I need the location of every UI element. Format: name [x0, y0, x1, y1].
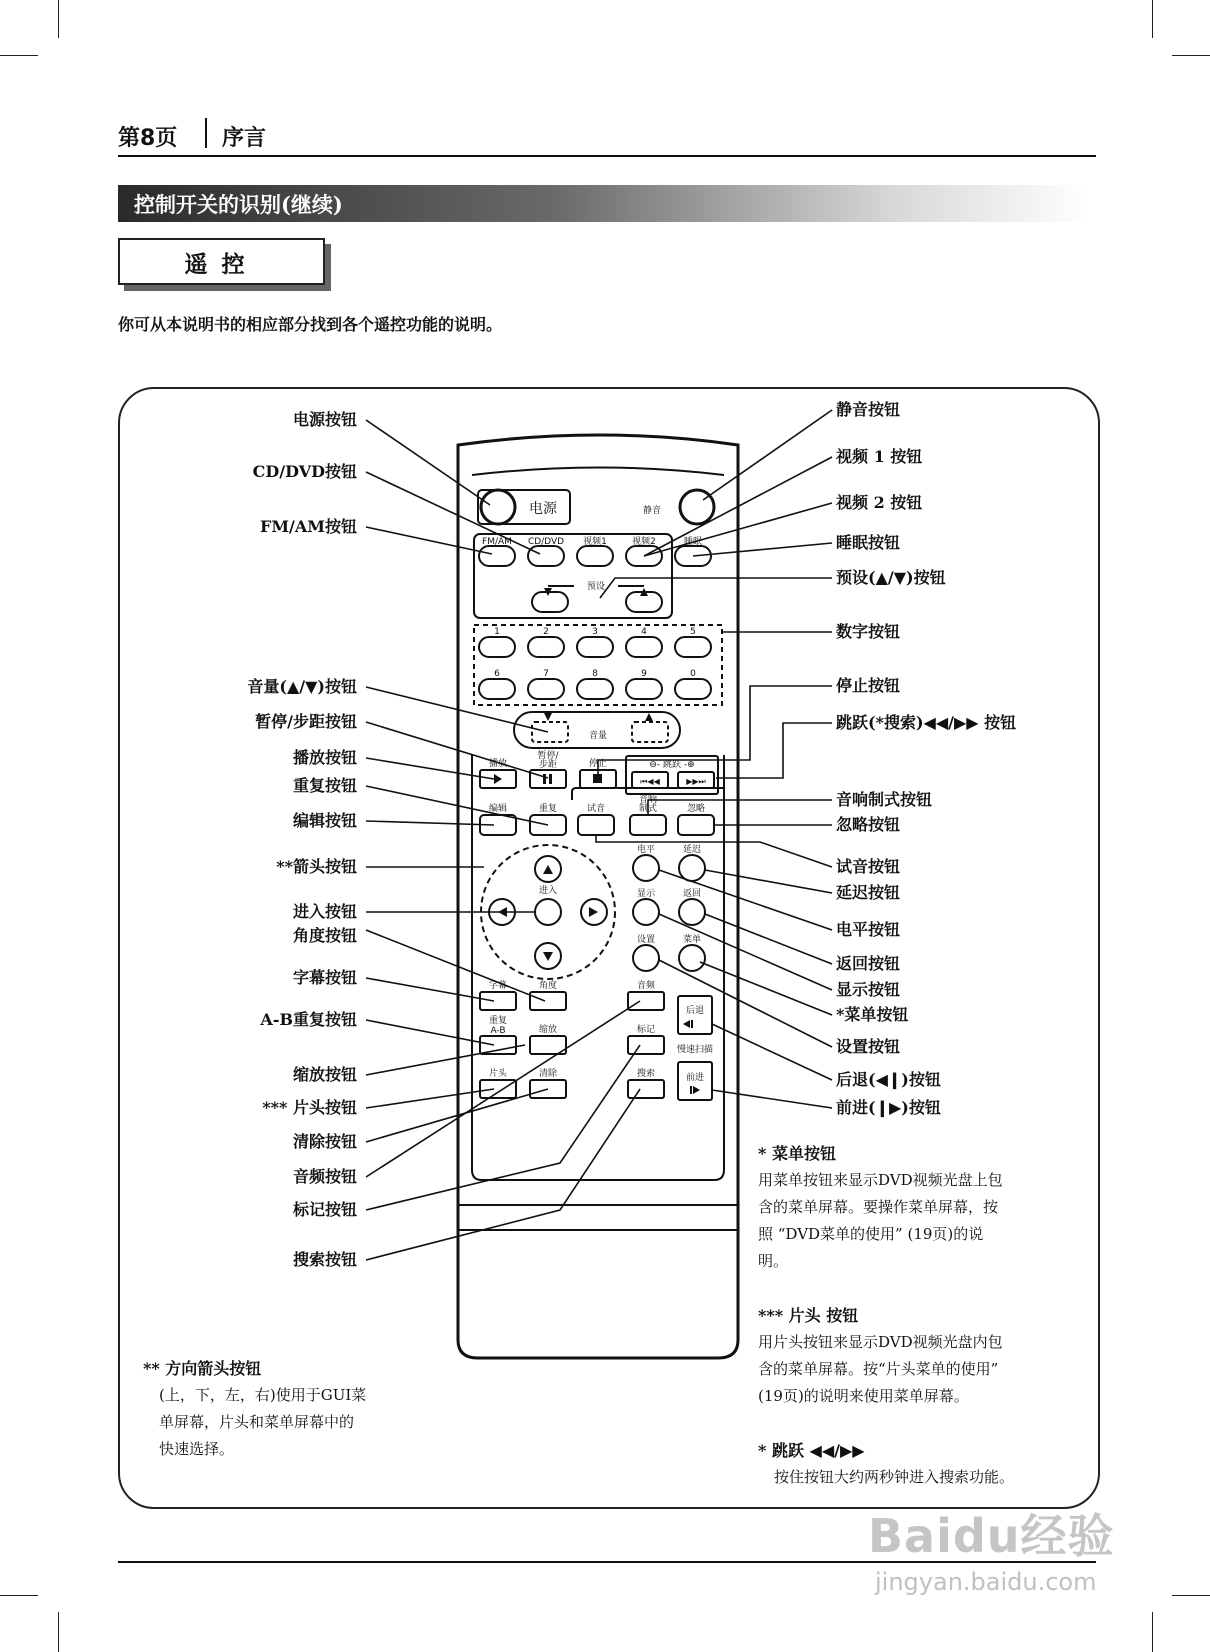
mute-text: 静音 — [642, 506, 662, 516]
number-button — [675, 679, 711, 699]
intro-text: 你可从本说明书的相应部分找到各个遥控功能的说明。 — [118, 315, 503, 334]
note-arrows — [143, 1355, 463, 1463]
preset-down-button — [532, 592, 568, 612]
number-button — [479, 679, 515, 699]
video1-text: 视频1 — [583, 537, 607, 547]
watermark-logo: Baidu经验 — [868, 1509, 1115, 1563]
cddvd-button — [528, 546, 564, 566]
skip-forward-glyph: ▶▶⏭ — [686, 777, 706, 786]
return-button — [679, 899, 705, 925]
label-sound-mode: 音响制式按钮 — [836, 790, 933, 809]
sound-mode-button — [630, 815, 666, 835]
label-clear: 清除按钮 — [292, 1132, 357, 1151]
number-button — [626, 637, 662, 657]
note-menu — [758, 1140, 1088, 1275]
play-text: 播放 — [488, 759, 508, 769]
setup-text: 设置 — [636, 935, 656, 945]
display-text: 显示 — [636, 889, 656, 899]
label-pause: 暂停/步距按钮 — [255, 712, 357, 731]
label-subtitle: 字幕按钮 — [292, 968, 357, 987]
label-delay: 延迟按钮 — [836, 883, 901, 902]
skip-text: ⊖- 跳跃 -⊕ — [649, 760, 695, 770]
note-arrows-line: 单屏幕，片头和菜单屏幕中的 — [159, 1413, 355, 1431]
num-4: 4 — [641, 627, 647, 637]
number-button — [675, 637, 711, 657]
angle-button — [530, 992, 566, 1010]
label-back: 后退(◀❙)按钮 — [836, 1070, 941, 1089]
tab-title: 遥控 — [184, 251, 259, 278]
note-menu-line: 明。 — [758, 1252, 789, 1270]
back-text: 后退 — [685, 1006, 705, 1016]
label-display: 显示按钮 — [836, 980, 901, 999]
sleep-text: 睡眠 — [683, 537, 703, 547]
pause-button — [530, 770, 566, 788]
test-button — [578, 815, 614, 835]
label-ab-repeat: A-B重复按钮 — [260, 1010, 357, 1029]
note-title-title: *** 片头 按钮 — [758, 1306, 859, 1325]
label-arrows: **箭头按钮 — [276, 857, 357, 876]
num-9: 9 — [641, 669, 647, 679]
page-number: 第8页 — [118, 126, 178, 151]
edit-text: 编辑 — [488, 804, 508, 814]
skip-back-glyph: ⏮◀◀ — [640, 777, 660, 786]
label-power: 电源按钮 — [292, 410, 357, 429]
audio-button — [628, 992, 664, 1010]
note-menu-line: 含的菜单屏幕。要操作菜单屏幕，按 — [758, 1198, 999, 1216]
label-skip: 跳跃(*搜索)◀◀/▶▶ 按钮 — [836, 713, 1017, 732]
label-level: 电平按钮 — [836, 920, 901, 939]
label-play: 播放按钮 — [292, 748, 357, 767]
label-search: 搜索按钮 — [292, 1250, 357, 1269]
note-title-line: 用片头按钮来显示DVD视频光盘内包 — [758, 1333, 1003, 1351]
num-8: 8 — [592, 669, 598, 679]
level-text: 电平 — [636, 845, 656, 855]
label-ignore: 忽略按钮 — [836, 815, 901, 834]
num-3: 3 — [592, 627, 598, 637]
subtitle-text: 字幕 — [488, 981, 508, 991]
zoom-text: 缩放 — [538, 1025, 558, 1035]
number-button — [577, 679, 613, 699]
setup-button — [633, 945, 659, 971]
label-preset: 预设(▲/▼)按钮 — [836, 568, 946, 587]
label-enter: 进入按钮 — [292, 902, 357, 921]
note-arrows-line: 快速选择。 — [159, 1440, 235, 1458]
num-2: 2 — [543, 627, 549, 637]
note-menu-line: 用菜单按钮来显示DVD视频光盘上包 — [758, 1171, 1003, 1189]
volume-down-button — [532, 722, 568, 742]
label-mark: 标记按钮 — [292, 1200, 357, 1219]
label-menu: *菜单按钮 — [836, 1005, 909, 1024]
label-return: 返回按钮 — [836, 954, 901, 973]
label-mute: 静音按钮 — [836, 400, 901, 419]
level-button — [633, 855, 659, 881]
sound-text-1: 音响 — [638, 795, 658, 805]
video2-text: 视频2 — [632, 537, 656, 547]
number-button — [577, 637, 613, 657]
label-title: *** 片头按钮 — [262, 1098, 357, 1117]
display-button — [633, 899, 659, 925]
number-button — [528, 679, 564, 699]
label-volume: 音量(▲/▼)按钮 — [247, 677, 357, 696]
audio-text: 音频 — [636, 981, 656, 991]
delay-button — [679, 855, 705, 881]
note-title — [758, 1302, 1088, 1410]
preset-text: 预设 — [586, 582, 606, 592]
menu-button — [679, 945, 705, 971]
label-zoom: 缩放按钮 — [292, 1065, 357, 1084]
ab-text-2: A-B — [490, 1026, 506, 1036]
label-edit: 编辑按钮 — [292, 811, 357, 830]
menu-text: 菜单 — [682, 935, 702, 945]
note-skip — [758, 1437, 1088, 1491]
number-button — [479, 637, 515, 657]
test-text: 试音 — [586, 804, 606, 814]
num-5: 5 — [690, 627, 696, 637]
note-menu-line: 照 “DVD菜单的使用” (19页)的说 — [758, 1225, 984, 1243]
label-test: 试音按钮 — [836, 857, 901, 876]
label-forward: 前进(❙▶)按钮 — [836, 1098, 941, 1117]
title-button — [480, 1080, 516, 1098]
pause-text-2: 步距 — [538, 760, 558, 770]
volume-text: 音量 — [588, 731, 608, 741]
title-text: 片头 — [488, 1069, 508, 1079]
power-button — [481, 490, 515, 524]
ab-text-1: 重复 — [488, 1016, 508, 1026]
enter-text: 进入 — [538, 886, 558, 896]
forward-text: 前进 — [685, 1073, 705, 1083]
label-video1: 视频 1 按钮 — [836, 447, 923, 466]
label-repeat: 重复按钮 — [292, 776, 357, 795]
note-skip-line: 按住按钮大约两秒钟进入搜索功能。 — [774, 1468, 1015, 1486]
volume-up-button — [632, 722, 668, 742]
band-title: 控制开关的识别(继续) — [134, 192, 343, 217]
slow-text: 慢速扫描 — [676, 1045, 714, 1055]
video1-button — [577, 546, 613, 566]
label-sleep: 睡眠按钮 — [836, 533, 901, 552]
label-stop: 停止按钮 — [836, 676, 901, 695]
label-cddvd: CD/DVD按钮 — [252, 462, 357, 481]
label-numbers: 数字按钮 — [836, 622, 901, 641]
cddvd-text: CD/DVD — [527, 537, 565, 547]
number-button — [626, 679, 662, 699]
section-title: 序言 — [222, 126, 267, 151]
label-angle: 角度按钮 — [292, 926, 357, 945]
number-button — [528, 637, 564, 657]
mark-button — [628, 1036, 664, 1054]
repeat-text: 重复 — [538, 804, 558, 814]
num-0: 0 — [690, 669, 696, 679]
delay-text: 延迟 — [682, 845, 702, 855]
label-setup: 设置按钮 — [836, 1037, 901, 1056]
fmam-text: FM/AM — [482, 537, 512, 547]
search-text: 搜索 — [636, 1069, 656, 1079]
subtitle-button — [480, 992, 516, 1010]
num-1: 1 — [494, 627, 500, 637]
angle-text: 角度 — [538, 981, 558, 991]
sound-text-2: 制式 — [638, 804, 658, 814]
note-skip-title: * 跳跃 ◀◀/▶▶ — [758, 1441, 865, 1460]
note-title-line: (19页)的说明来使用菜单屏幕。 — [758, 1387, 969, 1405]
note-title-line: 含的菜单屏幕。按“片头菜单的使用” — [758, 1360, 999, 1378]
note-menu-title: * 菜单按钮 — [758, 1144, 836, 1163]
ab-repeat-button — [480, 1036, 516, 1054]
label-video2: 视频 2 按钮 — [836, 493, 923, 512]
watermark-url: jingyan.baidu.com — [875, 1568, 1097, 1596]
label-audio: 音频按钮 — [292, 1167, 357, 1186]
note-arrows-line: (上，下，左，右)使用于GUI菜 — [159, 1386, 367, 1404]
enter-button — [535, 899, 561, 925]
fmam-button — [479, 546, 515, 566]
mark-text: 标记 — [636, 1025, 656, 1035]
search-button — [628, 1080, 664, 1098]
power-text: 电源 — [529, 501, 557, 517]
skip-ignore-button — [678, 815, 714, 835]
stop-text: 停止 — [588, 759, 608, 769]
note-arrows-title: ** 方向箭头按钮 — [143, 1359, 262, 1378]
num-7: 7 — [543, 669, 549, 679]
return-text: 返回 — [682, 889, 702, 899]
label-fmam: FM/AM按钮 — [259, 517, 357, 536]
clear-text: 清除 — [538, 1069, 558, 1079]
num-6: 6 — [494, 669, 500, 679]
skip-ignore-text: 忽略 — [686, 804, 706, 814]
pause-text-1: 暂停/ — [537, 751, 559, 761]
